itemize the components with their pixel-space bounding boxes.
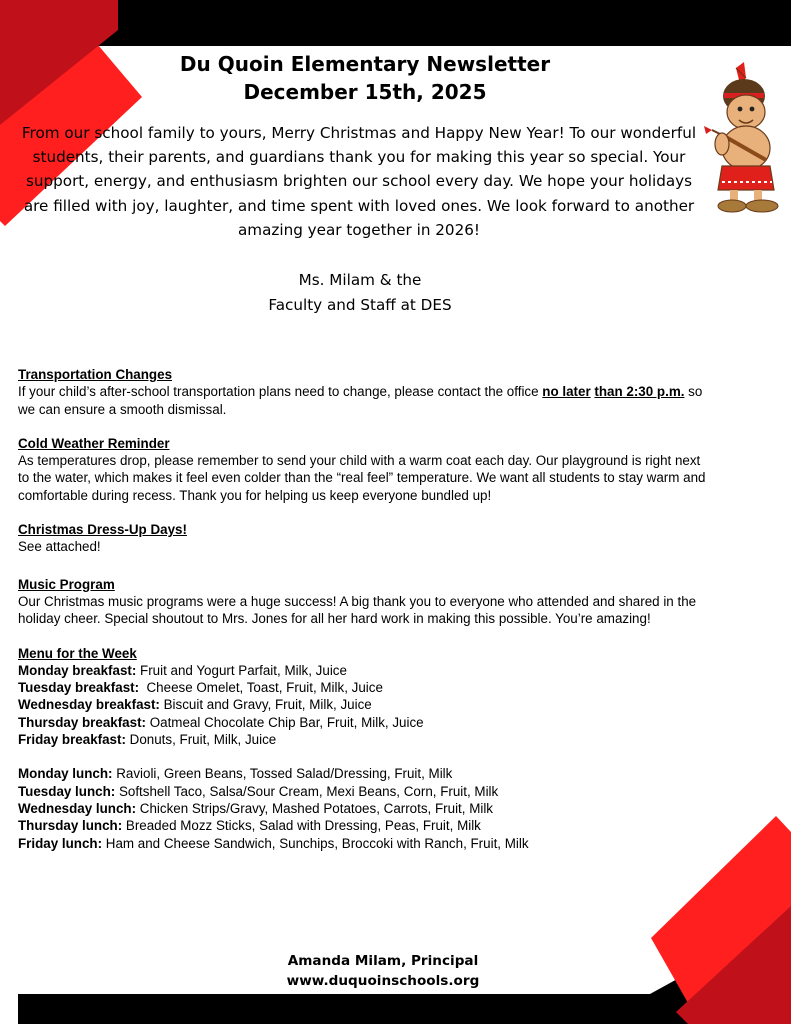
signoff-line-1: Ms. Milam & the xyxy=(298,271,422,289)
music-text: Our Christmas music programs were a huge success! A big thank you to everyone who attended and shared in the holiday cheer. Special shoutout to Mrs. Jones for all her hard work in making this possible. You’re amazing! xyxy=(18,593,697,627)
lunch-menu xyxy=(18,765,708,851)
menu-day: Monday breakfast: xyxy=(18,662,137,678)
music-heading: Music Program xyxy=(18,576,115,592)
transportation-section xyxy=(18,366,708,418)
bottom-black-bar xyxy=(18,994,700,1024)
menu-items: Biscuit and Gravy, Fruit, Milk, Juice xyxy=(159,697,372,713)
cold-weather-text: As temperatures drop, please remember to send your child with a warm coat each day. Our playground is right next to the water, which makes it feel even colder than the “real feel” temperature. We want all students to stay warm and comfortable during recess. Thank you for helping us keep everyone bundled up! xyxy=(18,453,706,503)
menu-day: Tuesday lunch: xyxy=(18,783,116,799)
menu-line xyxy=(18,817,708,834)
menu-day: Thursday lunch: xyxy=(18,818,123,834)
music-section xyxy=(18,576,708,628)
menu-line xyxy=(18,765,708,782)
dress-up-heading: Christmas Dress-Up Days! xyxy=(18,522,187,538)
cold-weather-heading: Cold Weather Reminder xyxy=(18,435,170,451)
signoff-line-2: Faculty and Staff at DES xyxy=(268,295,452,314)
menu-items: Fruit and Yogurt Parfait, Milk, Juice xyxy=(136,662,347,678)
newsletter-content xyxy=(18,366,708,869)
menu-line xyxy=(18,679,708,696)
menu-items: Cheese Omelet, Toast, Fruit, Milk, Juice xyxy=(139,680,383,696)
dress-up-section xyxy=(18,521,708,556)
school-website-link[interactable]: www.duquoinschools.org xyxy=(286,972,480,989)
breakfast-menu xyxy=(18,662,708,748)
transportation-deadline-2: than 2:30 p.m. xyxy=(594,384,685,400)
menu-items: Softshell Taco, Salsa/Sour Cream, Mexi Beans, Corn, Fruit, Milk xyxy=(115,783,499,799)
menu-day: Monday lunch: xyxy=(18,766,113,782)
menu-items: Oatmeal Chocolate Chip Bar, Fruit, Milk, Juice xyxy=(146,714,424,730)
newsletter-footer xyxy=(200,952,566,991)
menu-day: Friday lunch: xyxy=(18,835,103,851)
menu-line xyxy=(18,714,708,731)
menu-heading: Menu for the Week xyxy=(18,645,137,661)
top-black-bar xyxy=(0,0,791,46)
menu-items: Breaded Mozz Sticks, Salad with Dressing, Peas, Fruit, Milk xyxy=(122,818,481,834)
transportation-text-before: If your child’s after-school transportation plans need to change, please contact the office xyxy=(18,384,543,400)
menu-day: Wednesday breakfast: xyxy=(18,697,160,713)
transportation-text xyxy=(18,383,708,418)
cold-weather-section xyxy=(18,435,708,504)
menu-line xyxy=(18,783,708,800)
newsletter-title xyxy=(0,50,730,106)
menu-line xyxy=(18,662,708,679)
menu-day: Thursday breakfast: xyxy=(18,714,146,730)
menu-line xyxy=(18,696,708,713)
title-line-2: December 15th, 2025 xyxy=(243,80,487,104)
menu-line xyxy=(18,731,708,748)
menu-section xyxy=(18,645,708,852)
menu-items: Ravioli, Green Beans, Tossed Salad/Dressing, Fruit, Milk xyxy=(112,766,453,782)
menu-day: Tuesday breakfast: xyxy=(18,680,140,696)
menu-line xyxy=(18,835,708,852)
dress-up-text: See attached! xyxy=(18,539,101,555)
menu-items: Donuts, Fruit, Milk, Juice xyxy=(125,732,277,748)
school-mascot-illustration xyxy=(700,60,786,215)
principal-name: Amanda Milam, Principal xyxy=(287,953,479,969)
menu-day: Friday breakfast: xyxy=(18,732,126,748)
menu-day: Wednesday lunch: xyxy=(18,800,137,816)
title-line-1: Du Quoin Elementary Newsletter xyxy=(179,52,551,76)
transportation-text-after: so we can ensure a smooth dismissal. xyxy=(18,384,703,417)
menu-items: Chicken Strips/Gravy, Mashed Potatoes, Carrots, Fruit, Milk xyxy=(136,800,494,816)
transportation-deadline-1: no later xyxy=(542,384,591,400)
menu-line xyxy=(18,800,708,817)
holiday-greeting: From our school family to yours, Merry Christmas and Happy New Year! To our wonderful students, their parents, and guardians thank you for making this year so special. Your support, energy, and enthusiasm brighten our school every day. We hope your holidays are filled with joy, laughter, and time spent with loved ones. We look forward to another amazing year together in 2026! xyxy=(21,124,697,239)
menu-items: Ham and Cheese Sandwich, Sunchips, Broccoki with Ranch, Fruit, Milk xyxy=(102,835,529,851)
transportation-heading: Transportation Changes xyxy=(18,367,173,382)
greeting-signoff xyxy=(180,268,540,317)
